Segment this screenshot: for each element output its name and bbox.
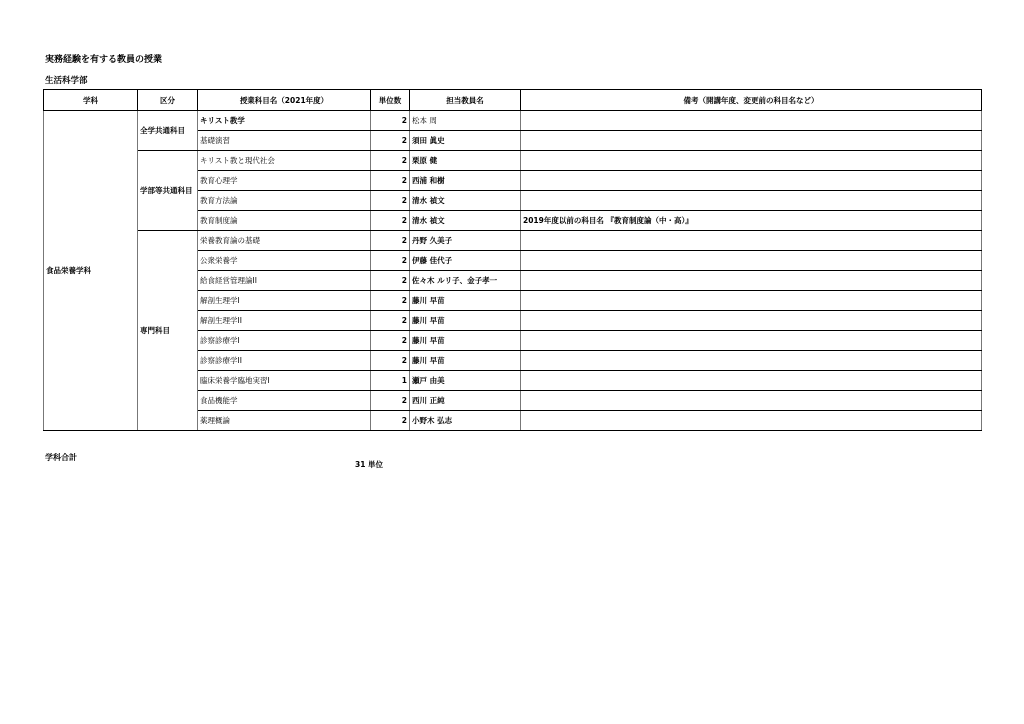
header-teacher: 担当教員名 bbox=[410, 90, 521, 111]
subject-cell: 教育制度論 bbox=[198, 211, 371, 231]
total-units: 31 単位 bbox=[355, 460, 384, 469]
header-subject: 授業科目名（2021年度） bbox=[198, 90, 371, 111]
subject-cell: 教育方法論 bbox=[198, 191, 371, 211]
remarks-cell bbox=[521, 271, 982, 291]
units-cell: 2 bbox=[371, 391, 410, 411]
units-cell: 2 bbox=[371, 271, 410, 291]
subject-cell: 公衆栄養学 bbox=[198, 251, 371, 271]
faculty-label: 生活科学部 bbox=[45, 76, 88, 86]
category-cell: 専門科目 bbox=[138, 231, 198, 431]
subject-cell: 基礎演習 bbox=[198, 131, 371, 151]
subject-cell: 栄養教育論の基礎 bbox=[198, 231, 371, 251]
teacher-cell: 須田 眞史 bbox=[410, 131, 521, 151]
remarks-cell bbox=[521, 171, 982, 191]
table-row bbox=[44, 231, 982, 251]
category-cell: 全学共通科目 bbox=[138, 111, 198, 151]
category-cell: 学部等共通科目 bbox=[138, 151, 198, 231]
teacher-cell: 栗原 健 bbox=[410, 151, 521, 171]
page-title: 実務経験を有する教員の授業 bbox=[45, 55, 163, 65]
teacher-cell: 松本 周 bbox=[410, 111, 521, 131]
subject-cell: キリスト教と現代社会 bbox=[198, 151, 371, 171]
subject-cell: 教育心理学 bbox=[198, 171, 371, 191]
remarks-cell bbox=[521, 391, 982, 411]
remarks-cell bbox=[521, 191, 982, 211]
table-header-row bbox=[44, 90, 982, 111]
subject-cell: 診察診療学I bbox=[198, 331, 371, 351]
units-cell: 2 bbox=[371, 411, 410, 431]
teacher-cell: 丹野 久美子 bbox=[410, 231, 521, 251]
remarks-cell bbox=[521, 131, 982, 151]
remarks-cell bbox=[521, 311, 982, 331]
teacher-cell: 西川 正純 bbox=[410, 391, 521, 411]
total-label: 学科合計 bbox=[45, 453, 77, 462]
teacher-cell: 西浦 和樹 bbox=[410, 171, 521, 191]
table-row bbox=[44, 111, 982, 131]
teacher-cell: 藤川 早苗 bbox=[410, 291, 521, 311]
units-cell: 2 bbox=[371, 331, 410, 351]
units-cell: 2 bbox=[371, 211, 410, 231]
department-cell: 食品栄養学科 bbox=[44, 111, 138, 431]
teacher-cell: 藤川 早苗 bbox=[410, 311, 521, 331]
remarks-cell bbox=[521, 231, 982, 251]
units-cell: 2 bbox=[371, 171, 410, 191]
teacher-cell: 瀬戸 由美 bbox=[410, 371, 521, 391]
teacher-cell: 清水 禎文 bbox=[410, 191, 521, 211]
teacher-cell: 藤川 早苗 bbox=[410, 331, 521, 351]
units-cell: 2 bbox=[371, 131, 410, 151]
header-department: 学科 bbox=[44, 90, 138, 111]
subject-cell: 給食経営管理論II bbox=[198, 271, 371, 291]
teacher-cell: 小野木 弘志 bbox=[410, 411, 521, 431]
remarks-cell bbox=[521, 411, 982, 431]
subject-cell: 解剖生理学II bbox=[198, 311, 371, 331]
units-cell: 2 bbox=[371, 231, 410, 251]
subject-cell: 食品機能学 bbox=[198, 391, 371, 411]
units-cell: 2 bbox=[371, 191, 410, 211]
units-cell: 2 bbox=[371, 251, 410, 271]
header-units: 単位数 bbox=[371, 90, 410, 111]
units-cell: 2 bbox=[371, 111, 410, 131]
remarks-cell bbox=[521, 351, 982, 371]
remarks-cell bbox=[521, 251, 982, 271]
teacher-cell: 藤川 早苗 bbox=[410, 351, 521, 371]
subject-cell: 臨床栄養学臨地実習I bbox=[198, 371, 371, 391]
header-category: 区分 bbox=[138, 90, 198, 111]
remarks-cell bbox=[521, 291, 982, 311]
teacher-cell: 佐々木 ルリ子、金子孝一 bbox=[410, 271, 521, 291]
table-row bbox=[44, 151, 982, 171]
units-cell: 2 bbox=[371, 311, 410, 331]
remarks-cell bbox=[521, 151, 982, 171]
subject-cell: 薬理概論 bbox=[198, 411, 371, 431]
teacher-cell: 清水 禎文 bbox=[410, 211, 521, 231]
subject-cell: 診察診療学II bbox=[198, 351, 371, 371]
courses-table bbox=[43, 89, 982, 431]
teacher-cell: 伊藤 佳代子 bbox=[410, 251, 521, 271]
subject-cell: 解剖生理学I bbox=[198, 291, 371, 311]
header-remarks: 備考（開講年度、変更前の科目名など） bbox=[521, 90, 982, 111]
remarks-cell bbox=[521, 111, 982, 131]
remarks-cell bbox=[521, 331, 982, 351]
units-cell: 2 bbox=[371, 351, 410, 371]
remarks-cell bbox=[521, 371, 982, 391]
remarks-cell: 2019年度以前の科目名 『教育制度論（中・高）』 bbox=[521, 211, 982, 231]
units-cell: 2 bbox=[371, 151, 410, 171]
subject-cell: キリスト教学 bbox=[198, 111, 371, 131]
units-cell: 2 bbox=[371, 291, 410, 311]
units-cell: 1 bbox=[371, 371, 410, 391]
